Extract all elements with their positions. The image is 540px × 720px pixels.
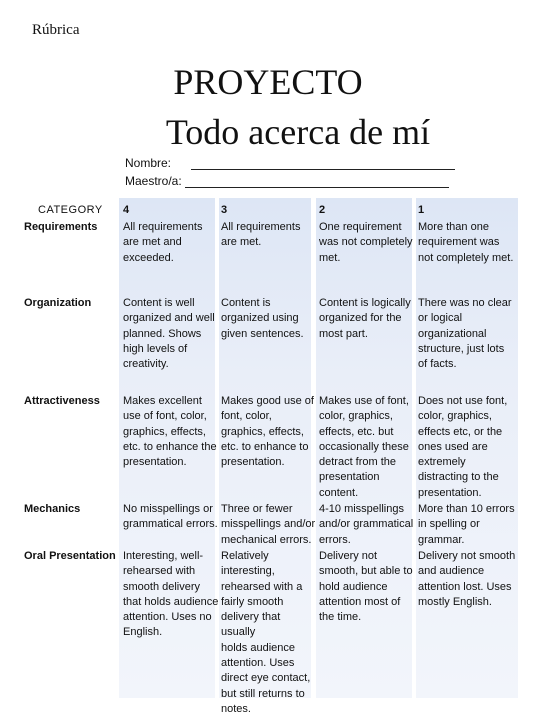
table-cell: Does not use font, color, graphics, effects etc, or the ones used are extremely distracting to the presentation. xyxy=(418,395,508,499)
table-cell: There was no clear or logical organizational structure, just lots of facts. xyxy=(418,297,512,371)
score-header-3: 3 xyxy=(221,204,228,216)
page-subtitle: Todo acerca de mí xyxy=(165,112,431,152)
table-cell: Makes good use of font, color, graphics, effects, etc. to enhance to presentation. xyxy=(221,395,314,469)
table-cell: Delivery not smooth and audience attention lost. Uses mostly English. xyxy=(418,550,516,608)
score-header-1: 1 xyxy=(418,204,425,216)
table-cell: All requirements are met and exceeded. xyxy=(123,221,203,264)
table-cell: Makes excellent use of font, color, graphics, effects, etc. to enhance the presentation. xyxy=(123,395,217,469)
table-cell: More than one requirement was not completely met. xyxy=(418,221,514,264)
score-header-4: 4 xyxy=(123,204,130,216)
table-cell: Content is logically organized for the most part. xyxy=(319,297,411,340)
table-cell: More than 10 errors in spelling or grammar. xyxy=(418,503,515,546)
table-cell: Content is well organized and well planned. Shows high levels of creativity. xyxy=(123,297,215,371)
page-title: PROYECTO xyxy=(173,62,363,102)
maestro-label: Maestro/a: xyxy=(125,174,182,188)
table-cell: Content is organized using given sentences. xyxy=(221,297,304,340)
row-label-organization: Organization xyxy=(24,297,92,309)
nombre-field xyxy=(125,156,455,170)
table-cell: Relatively interesting, rehearsed with a fairly smooth delivery that usually holds audience attention. Uses direct eye contact, but still returns to notes. xyxy=(221,550,311,715)
table-cell: Delivery not smooth, but able to hold audience attention most of the time. xyxy=(319,550,413,624)
table-cell: Makes use of font, color, graphics, effects, etc. but occasionally these detract from the presentation content. xyxy=(319,395,409,499)
nombre-label: Nombre: xyxy=(125,156,172,170)
table-cell: Interesting, well- rehearsed with smooth delivery that holds audience attention. Uses no English. xyxy=(123,550,219,639)
category-header: CATEGORY xyxy=(38,204,103,216)
row-label-oral-presentation: Oral Presentation xyxy=(24,550,116,562)
header-label: Rúbrica xyxy=(32,22,80,38)
maestro-blank-line[interactable] xyxy=(185,175,449,188)
table-cell: 4-10 misspellings and/or grammatical errors. xyxy=(319,503,414,546)
row-label-requirements: Requirements xyxy=(24,221,98,233)
table-cell: Three or fewer misspellings and/or mechanical errors. xyxy=(221,503,316,546)
table-cell: All requirements are met. xyxy=(221,221,301,249)
table-cell: No misspellings or grammatical errors. xyxy=(123,503,218,531)
score-header-2: 2 xyxy=(319,204,326,216)
rubric-table xyxy=(22,198,518,715)
row-label-attractiveness: Attractiveness xyxy=(24,395,100,407)
nombre-blank-line[interactable] xyxy=(191,157,455,170)
table-cell: One requirement was not completely met. xyxy=(319,221,413,264)
row-label-mechanics: Mechanics xyxy=(24,503,81,515)
maestro-field xyxy=(125,174,449,188)
